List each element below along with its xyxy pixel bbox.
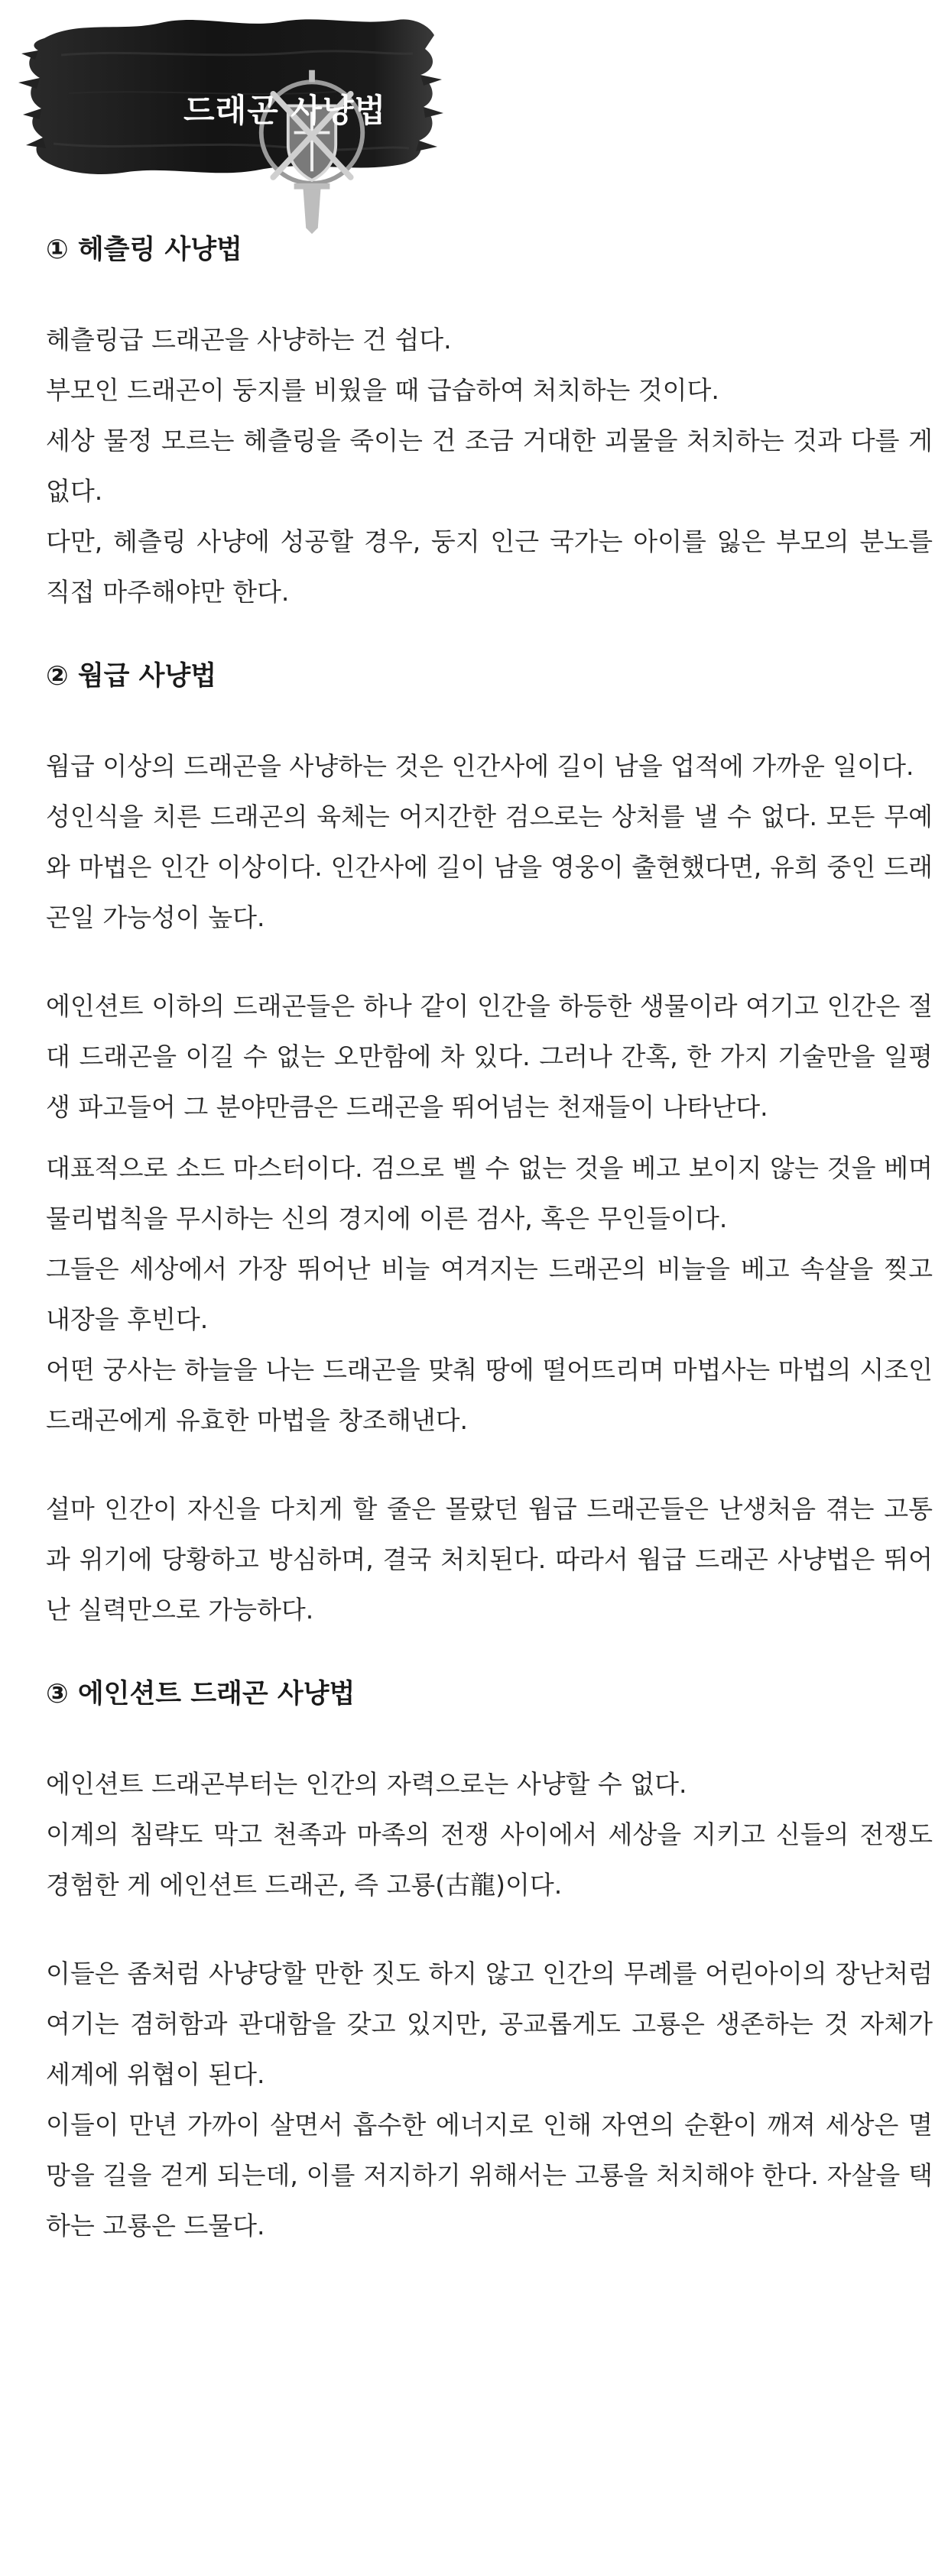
paragraph: 이들은 좀처럼 사냥당할 만한 짓도 하지 않고 인간의 무례를 어린아이의 장난처럼 여기는 겸허함과 관대함을 갖고 있지만, 공교롭게도 고룡은 생존하는 것 자체가 세계에 위협이 된다. [46, 1959, 933, 2089]
paragraph: 헤츨링급 드래곤을 사냥하는 건 쉽다. [46, 325, 452, 355]
paragraph: 설마 인간이 자신을 다치게 할 줄은 몰랐던 웜급 드래곤들은 난생처음 겪는 고통과 위기에 당황하고 방심하며, 결국 처치된다. 따라서 웜급 드래곤 사냥법은 뛰어난 실력만으로 가능하다. [46, 1494, 933, 1625]
sword-shield-emblem-icon [98, 61, 171, 151]
paragraph: 대표적으로 소드 마스터이다. 검으로 벨 수 없는 것을 베고 보이지 않는 것을 베며 물리법칙을 무시하는 신의 경지에 이른 검사, 혹은 무인들이다. [46, 1153, 933, 1233]
paragraph: 다만, 헤츨링 사냥에 성공할 경우, 둥지 인근 국가는 아이를 잃은 부모의 분노를 직접 마주해야만 한다. [46, 527, 933, 607]
paragraph: 웜급 이상의 드래곤을 사냥하는 것은 인간사에 길이 남을 업적에 가까운 일이다. [46, 751, 914, 781]
section-heading-hatchling: ① 헤츨링 사냥법 [46, 235, 242, 265]
paragraph: 성인식을 치른 드래곤의 육체는 어지간한 검으로는 상처를 낼 수 없다. 모든 무예와 마법은 인간 이상이다. 인간사에 길이 남을 영웅이 출현했다면, 유희 중인 드래곤일 가능성이 높다. [46, 802, 933, 932]
section-heading-ancient: ③ 에인션트 드래곤 사냥법 [46, 1679, 356, 1709]
paragraph: 에인션트 드래곤부터는 인간의 자력으로는 사냥할 수 없다. [46, 1769, 687, 1799]
paragraph: 이들이 만년 가까이 살면서 흡수한 에너지로 인해 자연의 순환이 깨져 세상은 멸망을 길을 걷게 되는데, 이를 저지하기 위해서는 고룡을 처치해야 한다. 자살을 택하는 고룡은 드물다. [46, 2110, 933, 2241]
page-title: 드래곤 사냥법 [183, 92, 387, 129]
paragraph: 그들은 세상에서 가장 뛰어난 비늘 여겨지는 드래곤의 비늘을 베고 속살을 찢고 내장을 후빈다. [46, 1254, 933, 1334]
header-banner [15, 9, 443, 185]
paragraph: 어떤 궁사는 하늘을 나는 드래곤을 맞춰 땅에 떨어뜨리며 마법사는 마법의 시조인 드래곤에게 유효한 마법을 창조해낸다. [46, 1355, 933, 1435]
paragraph: 이계의 침략도 막고 천족과 마족의 전쟁 사이에서 세상을 지키고 신들의 전쟁도 경험한 게 에인션트 드래곤, 즉 고룡(古龍)이다. [46, 1819, 933, 1900]
article-body [46, 229, 933, 2251]
paragraph: 세상 물정 모르는 헤츨링을 죽이는 건 조금 거대한 괴물을 처치하는 것과 다를 게 없다. [46, 426, 933, 506]
paragraph: 부모인 드래곤이 둥지를 비웠을 때 급습하여 처치하는 것이다. [46, 375, 719, 405]
section-heading-wyrm: ② 웜급 사냥법 [46, 661, 217, 692]
paragraph: 에인션트 이하의 드래곤들은 하나 같이 인간을 하등한 생물이라 여기고 인간은 절대 드래곤을 이길 수 없는 오만함에 차 있다. 그러나 간혹, 한 가지 기술만을 일평생 파고들어 그 분야만큼은 드래곤을 뛰어넘는 천재들이 나타난다. [46, 991, 933, 1122]
